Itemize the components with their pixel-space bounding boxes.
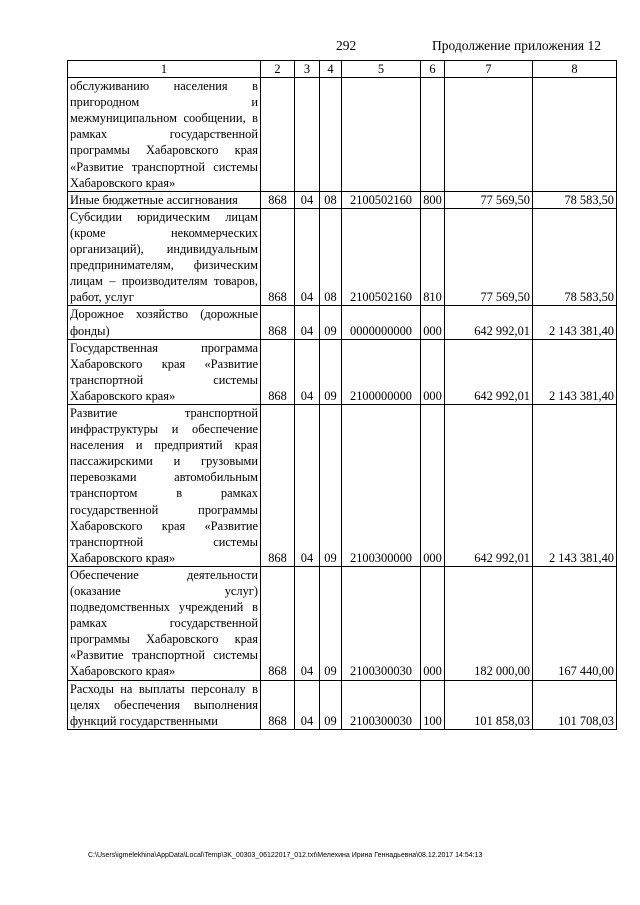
cell-admin-code: 868 bbox=[261, 208, 295, 306]
cell-amount-1: 77 569,50 bbox=[445, 208, 533, 306]
cell-amount-1: 77 569,50 bbox=[445, 191, 533, 208]
cell-subsection: 09 bbox=[320, 404, 342, 566]
row-name: Иные бюджетные ассигнования bbox=[68, 191, 261, 208]
table-row bbox=[68, 404, 617, 566]
cell-section: 04 bbox=[295, 680, 320, 729]
cell-admin-code: 868 bbox=[261, 566, 295, 680]
cell-target-article: 2100300000 bbox=[342, 404, 421, 566]
cell-section: 04 bbox=[295, 404, 320, 566]
table-row bbox=[68, 566, 617, 680]
cell-amount-2: 78 583,50 bbox=[533, 208, 617, 306]
cell-amount-2: 167 440,00 bbox=[533, 566, 617, 680]
cell-amount-1: 642 992,01 bbox=[445, 339, 533, 404]
row-name: Субсидии юридическим лицам (кроме некоммерческих организаций), индивидуальным предпринимателям, физическим лицам – производителям товаров, работ, услуг bbox=[68, 208, 261, 306]
cell-expense-type bbox=[421, 78, 445, 192]
cell-target-article: 0000000000 bbox=[342, 306, 421, 339]
column-header: 8 bbox=[533, 61, 617, 78]
row-name: Дорожное хозяйство (дорожные фонды) bbox=[68, 306, 261, 339]
column-header-row bbox=[68, 61, 617, 78]
cell-amount-1: 182 000,00 bbox=[445, 566, 533, 680]
cell-target-article bbox=[342, 78, 421, 192]
row-name: Расходы на выплаты персоналу в целях обеспечения выполнения функций государственными bbox=[68, 680, 261, 729]
file-path-footer: C:\Users\igmelekhina\AppData\Local\Temp\3K_00303_06122017_012.txt\Мелехина Ирина Геннадьевна\08.12.2017 14:54:13 bbox=[88, 852, 483, 859]
column-header: 3 bbox=[295, 61, 320, 78]
cell-amount-2: 2 143 381,40 bbox=[533, 404, 617, 566]
table-row bbox=[68, 306, 617, 339]
cell-amount-2: 101 708,03 bbox=[533, 680, 617, 729]
budget-table bbox=[67, 60, 617, 730]
cell-admin-code: 868 bbox=[261, 680, 295, 729]
cell-expense-type: 000 bbox=[421, 306, 445, 339]
column-header: 5 bbox=[342, 61, 421, 78]
cell-target-article: 2100502160 bbox=[342, 191, 421, 208]
cell-amount-1: 642 992,01 bbox=[445, 404, 533, 566]
column-header: 1 bbox=[68, 61, 261, 78]
cell-target-article: 2100300030 bbox=[342, 680, 421, 729]
cell-amount-2: 2 143 381,40 bbox=[533, 306, 617, 339]
cell-section bbox=[295, 78, 320, 192]
cell-amount-2 bbox=[533, 78, 617, 192]
cell-section: 04 bbox=[295, 191, 320, 208]
cell-subsection: 09 bbox=[320, 306, 342, 339]
cell-admin-code: 868 bbox=[261, 306, 295, 339]
cell-admin-code: 868 bbox=[261, 339, 295, 404]
cell-subsection bbox=[320, 78, 342, 192]
row-name: Развитие транспортной инфраструктуры и обеспечение населения и предприятий края пассажирскими и грузовыми перевозками автомобильным транспортом в рамках государственной программы Хабаровского края «Развитие транспортной системы Хабаровского края» bbox=[68, 404, 261, 566]
table-row bbox=[68, 339, 617, 404]
cell-amount-1: 642 992,01 bbox=[445, 306, 533, 339]
cell-target-article: 2100300030 bbox=[342, 566, 421, 680]
column-header: 6 bbox=[421, 61, 445, 78]
cell-expense-type: 000 bbox=[421, 404, 445, 566]
column-header: 2 bbox=[261, 61, 295, 78]
cell-section: 04 bbox=[295, 208, 320, 306]
cell-target-article: 2100502160 bbox=[342, 208, 421, 306]
page-number: 292 bbox=[336, 38, 357, 53]
table-row bbox=[68, 680, 617, 729]
cell-admin-code: 868 bbox=[261, 404, 295, 566]
table-row bbox=[68, 78, 617, 192]
row-name: обслуживанию населения в пригородном и межмуниципальном сообщении, в рамках государственной программы Хабаровского края «Развитие транспортной системы Хабаровского края» bbox=[68, 78, 261, 192]
cell-admin-code bbox=[261, 78, 295, 192]
cell-expense-type: 000 bbox=[421, 339, 445, 404]
cell-expense-type: 100 bbox=[421, 680, 445, 729]
cell-section: 04 bbox=[295, 306, 320, 339]
cell-expense-type: 800 bbox=[421, 191, 445, 208]
row-name: Государственная программа Хабаровского края «Развитие транспортной системы Хабаровского края» bbox=[68, 339, 261, 404]
table-row bbox=[68, 191, 617, 208]
row-name: Обеспечение деятельности (оказание услуг) подведомственных учреждений в рамках государственной программы Хабаровского края «Развитие транспортной системы Хабаровского края» bbox=[68, 566, 261, 680]
cell-subsection: 09 bbox=[320, 566, 342, 680]
cell-section: 04 bbox=[295, 566, 320, 680]
cell-expense-type: 000 bbox=[421, 566, 445, 680]
cell-subsection: 08 bbox=[320, 208, 342, 306]
cell-subsection: 08 bbox=[320, 191, 342, 208]
cell-subsection: 09 bbox=[320, 339, 342, 404]
table-row bbox=[68, 208, 617, 306]
cell-amount-1 bbox=[445, 78, 533, 192]
continuation-label: Продолжение приложения 12 bbox=[432, 38, 602, 53]
cell-admin-code: 868 bbox=[261, 191, 295, 208]
cell-section: 04 bbox=[295, 339, 320, 404]
cell-target-article: 2100000000 bbox=[342, 339, 421, 404]
column-header: 7 bbox=[445, 61, 533, 78]
column-header: 4 bbox=[320, 61, 342, 78]
cell-subsection: 09 bbox=[320, 680, 342, 729]
cell-expense-type: 810 bbox=[421, 208, 445, 306]
cell-amount-1: 101 858,03 bbox=[445, 680, 533, 729]
cell-amount-2: 78 583,50 bbox=[533, 191, 617, 208]
cell-amount-2: 2 143 381,40 bbox=[533, 339, 617, 404]
